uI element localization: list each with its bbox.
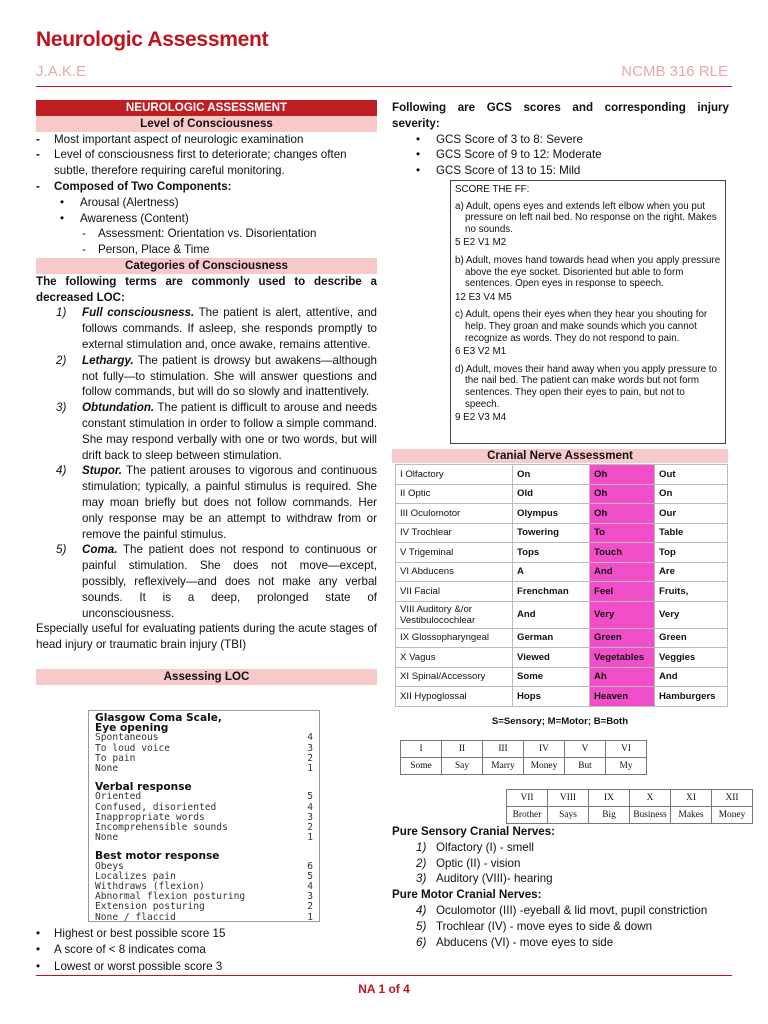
mnemonic-numeral: VII bbox=[507, 790, 548, 807]
score-exercise-box bbox=[450, 180, 726, 444]
item-number: 5) bbox=[416, 919, 427, 933]
table-cell: II Optic bbox=[396, 484, 513, 504]
table-cell: And bbox=[655, 667, 728, 687]
table-cell: Ah bbox=[590, 667, 655, 687]
mnemonic-word: Says bbox=[548, 807, 589, 824]
header-divider bbox=[36, 86, 732, 87]
list-item: • GCS Score of 13 to 15: Mild bbox=[392, 163, 729, 179]
table-cell: III Oculomotor bbox=[396, 504, 513, 524]
gcs-row-score: 3 bbox=[307, 891, 313, 903]
table-cell: And bbox=[513, 601, 590, 628]
table-row bbox=[396, 628, 728, 648]
mnemonic-numeral: II bbox=[442, 741, 483, 758]
mnemonic-word: Business bbox=[630, 807, 671, 824]
table-cell: Old bbox=[513, 484, 590, 504]
item-term: Full consciousness. bbox=[82, 306, 195, 320]
table-cell: German bbox=[513, 628, 590, 648]
section-band-neurologic: NEUROLOGIC ASSESSMENT bbox=[36, 100, 377, 116]
item-description: The patient is drowsy but awakens—although not fully—to stimulation. She will answer questions and follow commands, but will do so slowly and inattentively. bbox=[82, 353, 377, 399]
section-band-cranial: Cranial Nerve Assessment bbox=[392, 449, 728, 463]
table-row bbox=[396, 582, 728, 602]
item-term: Obtundation. bbox=[82, 401, 155, 415]
category-item bbox=[36, 305, 377, 352]
nerve-item bbox=[392, 840, 707, 856]
item-text: Optic (II) - vision bbox=[436, 856, 521, 870]
mnemonic-word: Big bbox=[589, 807, 630, 824]
categories-list bbox=[36, 305, 377, 621]
list-item: • GCS Score of 9 to 12: Moderate bbox=[392, 147, 729, 163]
table-cell: On bbox=[513, 465, 590, 485]
table-cell: Table bbox=[655, 523, 728, 543]
list-item: - Composed of Two Components: bbox=[36, 179, 377, 195]
gcs-row-label: Spontaneous bbox=[95, 732, 159, 744]
table-cell: Frenchman bbox=[513, 582, 590, 602]
page-number: NA 1 of 4 bbox=[358, 982, 410, 996]
nerve-type-legend: S=Sensory; M=Motor; B=Both bbox=[491, 716, 629, 727]
mnemonic-word: Money bbox=[712, 807, 753, 824]
gcs-row-label: Inappropriate words bbox=[95, 811, 205, 823]
mnemonic-word: Some bbox=[401, 758, 442, 775]
mnemonic-word: Makes bbox=[671, 807, 712, 824]
intro-text: The following terms are commonly used to describe a decreased LOC: bbox=[36, 274, 377, 304]
table-cell: Olympus bbox=[513, 504, 590, 524]
gcs-bullets bbox=[36, 926, 225, 975]
item-number: 6) bbox=[416, 935, 427, 949]
item-description: The patient is difficult to arouse and needs constant stimulation in order to follow a simple command. She may respond verbally with one or two words, but will drift back to sleep between stimulation. bbox=[82, 401, 377, 462]
list-item: • Arousal (Alertness) bbox=[36, 195, 377, 211]
table-cell: Very bbox=[655, 601, 728, 628]
item-description: The patient arouses to vigorous and continuous stimulation; typically, a painful stimulus is required. She may moan briefly but does not follow commands. Her only response may be an attempt to withdraw from or remove the painful stimulus. bbox=[82, 464, 377, 541]
gcs-row-label: Incomprehensible sounds bbox=[95, 822, 228, 834]
score-question: b) Adult, moves hand towards head when you apply pressure above the eye socket. Disoriented but able to form sentences. Open eyes in response to speech. bbox=[455, 254, 721, 290]
item-number: 1) bbox=[416, 840, 427, 854]
mnemonic-word: But bbox=[565, 758, 606, 775]
gcs-eye-list bbox=[95, 733, 313, 774]
table-cell: VIII Auditory &/or Vestibulocochlear bbox=[396, 601, 513, 628]
gcs-row-score: 2 bbox=[307, 901, 313, 913]
mnemonic-table-2 bbox=[506, 789, 753, 824]
table-cell: Fruits, bbox=[655, 582, 728, 602]
table-row bbox=[396, 687, 728, 707]
table-cell: I Olfactory bbox=[396, 465, 513, 485]
item-number: 2) bbox=[56, 353, 67, 367]
list-item: • Highest or best possible score 15 bbox=[36, 926, 225, 942]
score-question: d) Adult, moves their hand away when you apply pressure to the nail bed. The patient can make words but not form sentences. They open their eyes to pain, but not to speech. bbox=[455, 363, 717, 410]
mnemonic-numeral: I bbox=[401, 741, 442, 758]
table-cell: Are bbox=[655, 562, 728, 582]
mnemonic-numeral: V bbox=[565, 741, 606, 758]
item-term: Coma. bbox=[82, 543, 118, 557]
mnemonic-numeral: X bbox=[630, 790, 671, 807]
mnemonic-numeral: III bbox=[483, 741, 524, 758]
table-cell: Very bbox=[590, 601, 655, 628]
category-item bbox=[36, 353, 377, 400]
table-cell: Green bbox=[590, 628, 655, 648]
gcs-row bbox=[95, 823, 313, 833]
table-cell: Our bbox=[655, 504, 728, 524]
score-answer: 9 E2 V3 M4 bbox=[455, 412, 507, 424]
score-answer: 6 E3 V2 M1 bbox=[455, 346, 507, 358]
gcs-row-score: 5 bbox=[307, 870, 313, 882]
gcs-row-label: None bbox=[95, 832, 119, 844]
mnemonic-word: Money bbox=[524, 758, 565, 775]
gcs-motor-list bbox=[95, 862, 313, 923]
table-cell: Feel bbox=[590, 582, 655, 602]
nerve-item bbox=[392, 871, 707, 887]
pure-sensory-heading: Pure Sensory Cranial Nerves: bbox=[392, 825, 556, 838]
item-number: 4) bbox=[56, 464, 67, 478]
list-item: - Level of consciousness first to deteriorate; changes often subtle, therefore requiring careful monitoring. bbox=[36, 147, 377, 179]
gcs-row-score: 4 bbox=[307, 881, 313, 893]
footer-divider bbox=[36, 975, 732, 976]
item-number: 3) bbox=[56, 401, 67, 415]
list-item: - Most important aspect of neurologic examination bbox=[36, 132, 377, 148]
score-answer: 12 E3 V4 M5 bbox=[455, 291, 512, 303]
gcs-motor-heading: Best motor response bbox=[95, 850, 220, 863]
list-item: - Assessment: Orientation vs. Disorientation bbox=[36, 226, 377, 242]
score-questions bbox=[455, 201, 721, 424]
gcs-row bbox=[95, 754, 313, 764]
item-text: Auditory (VIII)- hearing bbox=[436, 872, 553, 886]
nerve-item bbox=[392, 935, 707, 951]
mnemonic-numeral: XII bbox=[712, 790, 753, 807]
table-row bbox=[396, 543, 728, 563]
pure-nerves-section bbox=[392, 824, 707, 950]
table-cell: And bbox=[590, 562, 655, 582]
item-text: Abducens (VI) - move eyes to side bbox=[436, 935, 614, 949]
table-row bbox=[396, 504, 728, 524]
pure-motor-list bbox=[392, 903, 707, 950]
gcs-row bbox=[95, 913, 313, 923]
table-cell: Towering bbox=[513, 523, 590, 543]
gcs-title: Glasgow Coma Scale, bbox=[95, 712, 222, 724]
item-term: Lethargy. bbox=[82, 353, 134, 367]
mnemonic-numeral: IV bbox=[524, 741, 565, 758]
item-number: 1) bbox=[56, 306, 67, 320]
table-row bbox=[396, 484, 728, 504]
item-description: The patient does not respond to continuous or painful stimulation. She does not move—except, possibly, reflexively—and does not make any verbal sounds. It is a deep, prolonged state of unconsciousness. bbox=[82, 543, 377, 620]
table-cell: Out bbox=[655, 465, 728, 485]
item-number: 4) bbox=[416, 903, 427, 917]
table-cell: Vegetables bbox=[590, 648, 655, 668]
table-cell: VI Abducens bbox=[396, 562, 513, 582]
section-band-categories: Categories of Consciousness bbox=[36, 258, 377, 274]
table-row bbox=[396, 562, 728, 582]
gcs-row bbox=[95, 764, 313, 774]
table-row bbox=[396, 523, 728, 543]
category-item bbox=[36, 400, 377, 463]
mnemonic-numeral: VIII bbox=[548, 790, 589, 807]
category-item bbox=[36, 463, 377, 542]
table-cell: IX Glossopharyngeal bbox=[396, 628, 513, 648]
table-cell: IV Trochlear bbox=[396, 523, 513, 543]
gcs-row-score: 4 bbox=[307, 732, 313, 744]
table-cell: Touch bbox=[590, 543, 655, 563]
item-term: Stupor. bbox=[82, 464, 122, 478]
gcs-row-label: Abnormal flexion posturing bbox=[95, 891, 246, 903]
table-cell: Heaven bbox=[590, 687, 655, 707]
nerve-item bbox=[392, 903, 707, 919]
gcs-row-label: To loud voice bbox=[95, 742, 171, 754]
gcs-row-label: None / flaccid bbox=[95, 911, 176, 923]
table-cell: Hamburgers bbox=[655, 687, 728, 707]
item-text: Oculomotor (III) -eyeball & lid movt, pupil constriction bbox=[436, 903, 708, 917]
page-title: Neurologic Assessment bbox=[36, 28, 269, 51]
table-cell: Tops bbox=[513, 543, 590, 563]
pure-motor-heading: Pure Motor Cranial Nerves: bbox=[392, 888, 542, 902]
table-cell: Some bbox=[513, 667, 590, 687]
nerve-item bbox=[392, 919, 707, 935]
score-answer: 5 E2 V1 M2 bbox=[455, 237, 507, 249]
list-item: • GCS Score of 3 to 8: Severe bbox=[392, 132, 729, 148]
table-cell: Hops bbox=[513, 687, 590, 707]
item-text: Olfactory (I) - smell bbox=[436, 840, 534, 854]
score-question: a) Adult, opens eyes and extends left elbow when you put pressure on left nail bed. No response on the right. Makes no sounds. bbox=[455, 200, 717, 235]
table-row bbox=[396, 648, 728, 668]
table-cell: A bbox=[513, 562, 590, 582]
severity-intro: Following are GCS scores and corresponding injury severity: bbox=[392, 101, 729, 130]
table-cell: To bbox=[590, 523, 655, 543]
table-row bbox=[396, 667, 728, 687]
item-number: 5) bbox=[56, 543, 67, 557]
nerve-item bbox=[392, 856, 707, 872]
section-band-assessing: Assessing LOC bbox=[36, 669, 377, 685]
table-cell: X Vagus bbox=[396, 648, 513, 668]
gcs-row-score: 4 bbox=[307, 801, 313, 813]
mnemonic-numeral: IX bbox=[589, 790, 630, 807]
table-cell: On bbox=[655, 484, 728, 504]
table-cell: XI Spinal/Accessory bbox=[396, 667, 513, 687]
category-item bbox=[36, 542, 377, 621]
table-row bbox=[396, 601, 728, 628]
gcs-row-label: Extension posturing bbox=[95, 901, 205, 913]
gcs-row-score: 5 bbox=[307, 791, 313, 803]
list-item: • Awareness (Content) bbox=[36, 211, 377, 227]
gcs-row bbox=[95, 833, 313, 843]
gcs-row-label: Obeys bbox=[95, 860, 124, 872]
gcs-verbal-list bbox=[95, 792, 313, 843]
left-column bbox=[36, 100, 377, 685]
table-cell: XII Hypoglossal bbox=[396, 687, 513, 707]
item-text: Trochlear (IV) - move eyes to side & down bbox=[436, 919, 653, 933]
list-item: - Person, Place & Time bbox=[36, 242, 377, 258]
gcs-verbal-heading: Verbal response bbox=[95, 781, 192, 794]
table-cell: Oh bbox=[590, 504, 655, 524]
gcs-row-label: Localizes pain bbox=[95, 870, 176, 882]
cranial-nerve-table bbox=[395, 464, 728, 707]
mnemonic-word: Say bbox=[442, 758, 483, 775]
score-question: c) Adult, opens their eyes when they hear you shouting for help. They groan and make sounds which you cannot recognize as words. They do not respond to pain. bbox=[455, 309, 708, 344]
gcs-row-score: 1 bbox=[307, 763, 313, 775]
right-column bbox=[392, 100, 729, 179]
pure-sensory-list bbox=[392, 840, 707, 887]
table-cell: Oh bbox=[590, 465, 655, 485]
gcs-row-label: Oriented bbox=[95, 791, 142, 803]
gcs-scale-image bbox=[88, 710, 320, 922]
mnemonic-table-1 bbox=[400, 740, 647, 775]
table-cell: VII Facial bbox=[396, 582, 513, 602]
gcs-row-score: 1 bbox=[307, 911, 313, 923]
course-label: NCMB 316 RLE bbox=[621, 63, 728, 80]
gcs-row-score: 6 bbox=[307, 860, 313, 872]
table-row bbox=[396, 465, 728, 485]
gcs-row-label: Withdraws (flexion) bbox=[95, 881, 205, 893]
table-cell: V Trigeminal bbox=[396, 543, 513, 563]
mnemonic-word: Marry bbox=[483, 758, 524, 775]
author-label: J.A.K.E bbox=[36, 63, 87, 80]
mnemonic-numeral: VI bbox=[606, 741, 647, 758]
mnemonic-numeral: XI bbox=[671, 790, 712, 807]
table-cell: Oh bbox=[590, 484, 655, 504]
item-description: The patient is alert, attentive, and follows commands. If asleep, she responds promptly to external stimulation and, once awake, remains attentive. bbox=[82, 306, 377, 351]
table-cell: Green bbox=[655, 628, 728, 648]
gcs-eye-heading: Eye opening bbox=[95, 722, 169, 735]
table-cell: Viewed bbox=[513, 648, 590, 668]
gcs-row-label: To pain bbox=[95, 752, 136, 764]
mnemonic-word: Brother bbox=[507, 807, 548, 824]
gcs-row-score: 3 bbox=[307, 742, 313, 754]
list-item: • Lowest or worst possible score 3 bbox=[36, 959, 225, 975]
table-cell: Top bbox=[655, 543, 728, 563]
item-number: 2) bbox=[416, 856, 427, 870]
list-item: • A score of < 8 indicates coma bbox=[36, 942, 225, 958]
table-cell: Veggies bbox=[655, 648, 728, 668]
gcs-row-label: Confused, disoriented bbox=[95, 801, 217, 813]
mnemonic-word: My bbox=[606, 758, 647, 775]
gcs-row-score: 2 bbox=[307, 822, 313, 834]
item-number: 3) bbox=[416, 872, 427, 886]
gcs-row-score: 2 bbox=[307, 752, 313, 764]
score-title: SCORE THE FF: bbox=[455, 184, 530, 195]
section-band-loc: Level of Consciousness bbox=[36, 116, 377, 132]
gcs-row-score: 3 bbox=[307, 811, 313, 823]
gcs-row-score: 1 bbox=[307, 832, 313, 844]
outro-text: Especially useful for evaluating patients during the acute stages of head injury or traumatic brain injury (TBI) bbox=[36, 622, 377, 652]
gcs-row-label: None bbox=[95, 763, 119, 775]
